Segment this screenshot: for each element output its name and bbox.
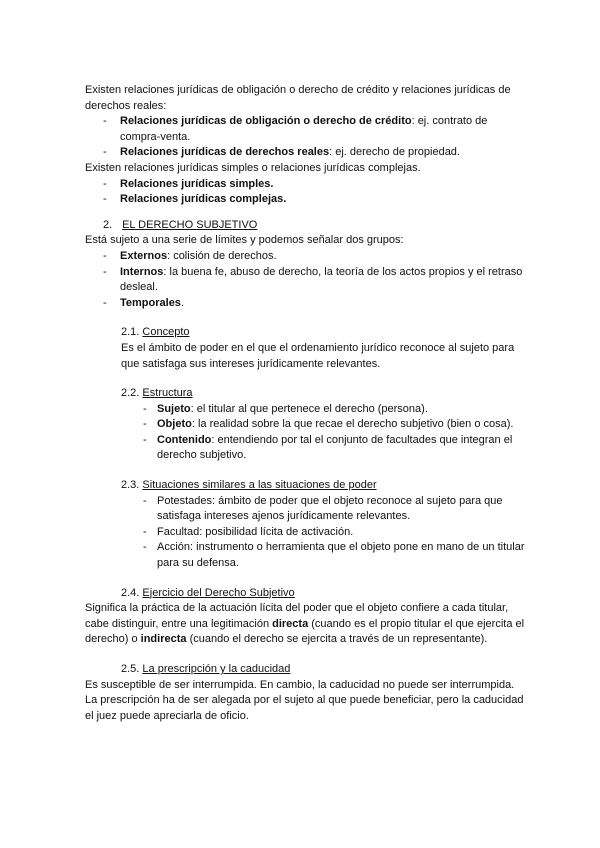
item-text: : el titular al que pertenece el derecho (persona). <box>190 402 428 415</box>
item-text: : ej. contrato de compra-venta. <box>120 115 488 143</box>
item-text: . <box>180 296 184 309</box>
item-text: : ej. derecho de propiedad. <box>329 146 460 159</box>
item-term: Internos <box>120 265 164 278</box>
intro-paragraph-2: Existen relaciones jurídicas simples o relaciones jurídicas complejas. <box>85 161 421 174</box>
item-term: Temporales <box>120 296 181 309</box>
subsection-heading-2-4 <box>85 586 525 602</box>
subsection-number: 2.4. <box>121 586 140 599</box>
item-term: Relaciones jurídicas simples. <box>120 177 274 190</box>
list-item: - Potestades: ámbito de poder que el objeto reconoce al sujeto para que satisfaga intereses ajenos jurídicamente relevantes. <box>85 494 525 525</box>
item-term: Relaciones jurídicas de obligación o derecho de crédito <box>120 115 412 128</box>
section-heading-2 <box>85 218 525 234</box>
item-text: : la realidad sobre la que recae el derecho subjetivo (bien o cosa). <box>191 418 514 431</box>
list-item: - Acción: instrumento o herramienta que el objeto pone en mano de un titular para su defensa. <box>85 540 525 571</box>
item-term: Relaciones jurídicas de derechos reales <box>120 146 330 159</box>
list-item <box>85 265 525 296</box>
section2-intro: Está sujeto a una serie de límites y podemos señalar dos grupos: <box>85 234 404 247</box>
section2-list <box>85 249 525 311</box>
section-title: EL DERECHO SUBJETIVO <box>122 218 258 231</box>
list-item <box>85 249 525 265</box>
paragraph-text: (cuando el derecho se ejercita a través de un representante). <box>186 633 488 646</box>
list-item <box>85 417 525 433</box>
subsection-heading-2-5 <box>85 662 525 678</box>
subsection-number: 2.5. <box>121 663 140 675</box>
item-term: Contenido <box>157 433 212 446</box>
subsection-title: Situaciones similares a las situaciones de poder <box>142 479 377 492</box>
intro-list-2 <box>85 177 525 208</box>
prescription-paragraph-1: Es susceptible de ser interrumpida. En cambio, la caducidad no puede ser interrumpida. <box>85 678 515 691</box>
subsection-title: La prescripción y la caducidad <box>142 663 291 675</box>
subsection-body: Es el ámbito de poder en el que el ordenamiento jurídico reconoce al sujeto para que satisfaga sus intereses jurídicamente relevantes. <box>121 341 515 370</box>
item-text: : entendiendo por tal el conjunto de facultades que integran el derecho subjetivo. <box>157 433 513 462</box>
subsection-number: 2.1. <box>121 326 140 339</box>
item-term: Externos <box>120 249 168 262</box>
item-term: Relaciones jurídicas complejas. <box>120 193 287 206</box>
item-term: Objeto <box>157 418 192 431</box>
item-term: Sujeto <box>157 402 191 415</box>
list-item <box>85 402 525 418</box>
emphasis-direct: directa <box>272 617 309 630</box>
list-item <box>85 433 525 464</box>
exercise-paragraph <box>85 601 525 648</box>
subsection-title: Concepto <box>142 326 190 339</box>
list-item: - Facultad: posibilidad lícita de activación. <box>85 525 525 541</box>
list-item <box>85 177 525 193</box>
document-content <box>85 83 525 724</box>
prescription-paragraph-2: La prescripción ha de ser alegada por el sujeto al que puede beneficiar, pero la caducidad el juez puede apreciarla de oficio. <box>85 694 524 722</box>
subsection-title: Ejercicio del Derecho Subjetivo <box>142 586 295 599</box>
emphasis-indirect: indirecta <box>140 633 187 646</box>
paragraph-text: (cuando es el propio titular el que ejercita el derecho) o <box>85 617 525 646</box>
item-text: : la buena fe, abuso de derecho, la teoría de los actos propios y el retraso desleal. <box>120 265 523 294</box>
subsection-number: 2.3. <box>121 479 140 492</box>
subsection-number: 2.2. <box>121 387 140 400</box>
subsection-heading-2-1 <box>85 325 525 341</box>
list-item <box>85 145 525 161</box>
intro-paragraph: Existen relaciones jurídicas de obligación o derecho de crédito y relaciones jurídicas de derechos reales: <box>85 84 511 112</box>
section-number: 2. <box>103 218 113 231</box>
subsection-heading-2-2 <box>85 386 525 402</box>
intro-list <box>85 114 525 161</box>
paragraph-text: Significa la práctica de la actuación lícita del poder que el objeto confiere a cada titular, cabe distinguir, entre una legitimación <box>85 602 509 630</box>
list-item <box>85 114 525 145</box>
item-text: : colisión de derechos. <box>167 249 277 262</box>
list-item <box>85 296 525 312</box>
subsection-heading-2-3 <box>85 478 525 494</box>
similar-situations-list <box>85 494 525 572</box>
structure-list <box>85 402 525 464</box>
list-item <box>85 192 525 208</box>
subsection-title: Estructura <box>142 387 193 400</box>
